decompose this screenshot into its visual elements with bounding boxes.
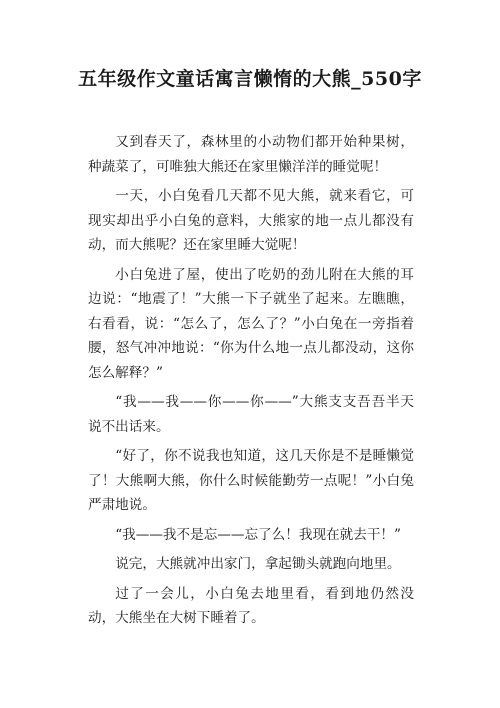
document-body: [88, 130, 414, 631]
paragraph-2: 一天，小白兔看几天都不见大熊，就来看它，可现实却出乎小白兔的意料，大熊家的地一点儿都没有动，而大熊呢？还在家里睡大觉呢！: [88, 188, 414, 253]
paragraph-8: 过了一会儿，小白兔去地里看，看到地仍然没动，大熊坐在大树下睡着了。: [88, 585, 414, 626]
paragraph-7: 说完，大熊就冲出家门，拿起锄头就跑向地里。: [115, 556, 401, 572]
paragraph-1: 又到春天了，森林里的小动物们都开始种果树，种蔬菜了，可唯独大熊还在家里懒洋洋的睡觉呢！: [88, 134, 414, 175]
paragraph-5: “好了，你不说我也知道，这几天你是不是睡懒觉了！大熊啊大熊，你什么时候能勤劳一点呢！”小白兔严肃地说。: [88, 448, 414, 513]
paragraph-4: “我——我——你——你——”大熊支支吾吾半天说不出话来。: [88, 394, 414, 435]
paragraph-6: “我——我不是忘——忘了么！我现在就去干！”: [115, 526, 401, 543]
paragraph-3: 小白兔进了屋，使出了吃奶的劲儿附在大熊的耳边说：“地震了！”大熊一下子就坐了起来。左瞧瞧，右看看，说：“怎么了，怎么了？”小白兔在一旁指着腰，怒气冲冲地说：“你为什么地一点儿都没动，这你怎么解释？”: [88, 266, 414, 381]
document-title: 五年级作文童话寓言懒惰的大熊_550字: [78, 68, 422, 90]
